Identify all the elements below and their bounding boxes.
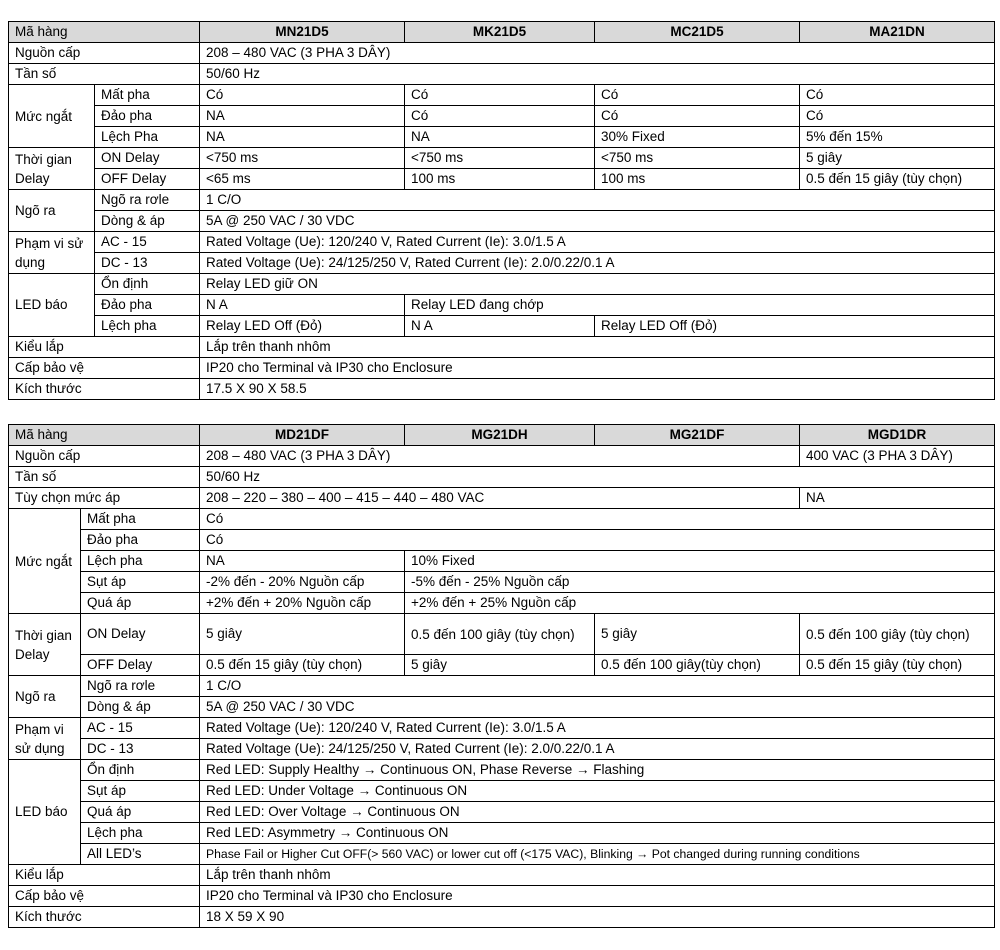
row-label: Kích thước: [9, 907, 200, 928]
table-row: [9, 43, 995, 64]
table-row: [9, 551, 995, 572]
table-row: [9, 64, 995, 85]
cell-value: NA: [200, 127, 405, 148]
sub-label: Ngõ ra rơle: [81, 676, 200, 697]
cell-value: 0.5 đến 100 giây (tùy chọn): [800, 614, 995, 655]
cell-value: NA: [405, 127, 595, 148]
sub-label: Dòng & áp: [81, 697, 200, 718]
cell-value: 400 VAC (3 PHA 3 DÂY): [800, 446, 995, 467]
model-name: MG21DF: [595, 425, 800, 446]
cell-value: 5 giây: [595, 614, 800, 655]
sub-label: Sụt áp: [81, 572, 200, 593]
table-row: [9, 739, 995, 760]
cell-value: 5 giây: [200, 614, 405, 655]
sub-label: Đảo pha: [81, 530, 200, 551]
table-row: [9, 488, 995, 509]
table-row: [9, 232, 995, 253]
cell-value: <65 ms: [200, 169, 405, 190]
table-row: [9, 865, 995, 886]
cell-value: Rated Voltage (Ue): 120/240 V, Rated Current (Ie): 3.0/1.5 A: [200, 232, 995, 253]
row-label: Nguồn cấp: [9, 43, 200, 64]
table-row: [9, 593, 995, 614]
cell-value: 50/60 Hz: [200, 64, 995, 85]
cell-value: 100 ms: [595, 169, 800, 190]
sub-label: ON Delay: [81, 614, 200, 655]
sub-label: AC - 15: [81, 718, 200, 739]
sub-label: Lệch pha: [81, 551, 200, 572]
cell-value: 5 giây: [405, 655, 595, 676]
table-header-row: [9, 425, 995, 446]
table-row: [9, 358, 995, 379]
cell-value: 17.5 X 90 X 58.5: [200, 379, 995, 400]
table-row: [9, 907, 995, 928]
row-label: Nguồn cấp: [9, 446, 200, 467]
cell-value: <750 ms: [595, 148, 800, 169]
cell-value: Relay LED Off (Đỏ): [595, 316, 995, 337]
row-label: Kiểu lắp: [9, 865, 200, 886]
group-label: Phạm vi sử dụng: [9, 232, 95, 274]
cell-value: 5% đến 15%: [800, 127, 995, 148]
model-name: MC21D5: [595, 22, 800, 43]
cell-value: Relay LED đang chớp: [405, 295, 995, 316]
cell-value: Có: [200, 530, 995, 551]
spec-table-2: [8, 424, 995, 928]
cell-value: -5% đến - 25% Nguồn cấp: [405, 572, 995, 593]
cell-value: +2% đến + 25% Nguồn cấp: [405, 593, 995, 614]
cell-value: Red LED: Over Voltage → Continuous ON: [200, 802, 995, 823]
table-row: [9, 823, 995, 844]
sub-label: Lệch Pha: [95, 127, 200, 148]
sub-label: Sụt áp: [81, 781, 200, 802]
cell-value: <750 ms: [405, 148, 595, 169]
cell-value: Red LED: Supply Healthy → Continuous ON, Phase Reverse → Flashing: [200, 760, 995, 781]
group-label: LED báo: [9, 274, 95, 337]
row-label: Kích thước: [9, 379, 200, 400]
table-row: [9, 148, 995, 169]
table-row: [9, 446, 995, 467]
sub-label: Quá áp: [81, 802, 200, 823]
table-row: [9, 169, 995, 190]
model-header-label: Mã hàng: [9, 22, 200, 43]
sub-label: DC - 13: [81, 739, 200, 760]
group-label: Thời gian Delay: [9, 148, 95, 190]
cell-value: Phase Fail or Higher Cut OFF(> 560 VAC) or lower cut off (<175 VAC), Blinking → Pot changed during running conditions: [200, 844, 995, 865]
model-name: MN21D5: [200, 22, 405, 43]
cell-value: Có: [200, 85, 405, 106]
cell-value: Relay LED Off (Đỏ): [200, 316, 405, 337]
cell-value: 18 X 59 X 90: [200, 907, 995, 928]
table-row: [9, 316, 995, 337]
row-label: Cấp bảo vệ: [9, 358, 200, 379]
cell-value: 0.5 đến 100 giây (tùy chọn): [405, 614, 595, 655]
table-row: [9, 655, 995, 676]
cell-value: NA: [800, 488, 995, 509]
sub-label: Mất pha: [95, 85, 200, 106]
sub-label: Mất pha: [81, 509, 200, 530]
model-name: MG21DH: [405, 425, 595, 446]
cell-value: 5 giây: [800, 148, 995, 169]
group-label: Mức ngắt: [9, 85, 95, 148]
sub-label: Đảo pha: [95, 106, 200, 127]
table-row: [9, 802, 995, 823]
cell-value: Lắp trên thanh nhôm: [200, 337, 995, 358]
cell-value: 0.5 đến 15 giây (tùy chọn): [800, 655, 995, 676]
cell-value: 10% Fixed: [405, 551, 995, 572]
spec-table-1: [8, 21, 995, 400]
table-row: [9, 614, 995, 655]
model-header-label: Mã hàng: [9, 425, 200, 446]
cell-value: Có: [595, 85, 800, 106]
table-row: [9, 760, 995, 781]
table-row: [9, 190, 995, 211]
cell-value: 100 ms: [405, 169, 595, 190]
cell-value: +2% đến + 20% Nguồn cấp: [200, 593, 405, 614]
cell-value: Có: [405, 106, 595, 127]
model-name: MK21D5: [405, 22, 595, 43]
table-header-row: [9, 22, 995, 43]
table-row: [9, 572, 995, 593]
table-row: [9, 253, 995, 274]
cell-value: 1 C/O: [200, 676, 995, 697]
sub-label: Quá áp: [81, 593, 200, 614]
table-row: [9, 106, 995, 127]
cell-value: Có: [800, 106, 995, 127]
cell-value: Có: [405, 85, 595, 106]
model-name: MD21DF: [200, 425, 405, 446]
table-row: [9, 844, 995, 865]
sub-label: All LED’s: [81, 844, 200, 865]
cell-value: 208 – 220 – 380 – 400 – 415 – 440 – 480 VAC: [200, 488, 800, 509]
cell-value: Rated Voltage (Ue): 24/125/250 V, Rated Current (Ie): 2.0/0.22/0.1 A: [200, 739, 995, 760]
table-row: [9, 697, 995, 718]
row-label: Cấp bảo vệ: [9, 886, 200, 907]
group-label: Phạm vi sử dụng: [9, 718, 81, 760]
sub-label: OFF Delay: [81, 655, 200, 676]
cell-value: 208 – 480 VAC (3 PHA 3 DÂY): [200, 43, 995, 64]
group-label: Ngõ ra: [9, 190, 95, 232]
cell-value: 0.5 đến 100 giây(tùy chọn): [595, 655, 800, 676]
cell-value: Có: [595, 106, 800, 127]
cell-value: N A: [405, 316, 595, 337]
table-row: [9, 274, 995, 295]
cell-value: NA: [200, 106, 405, 127]
group-label: LED báo: [9, 760, 81, 865]
group-label: Thời gian Delay: [9, 614, 81, 676]
cell-value: 5A @ 250 VAC / 30 VDC: [200, 211, 995, 232]
sub-label: Dòng & áp: [95, 211, 200, 232]
model-name: MA21DN: [800, 22, 995, 43]
row-label: Kiểu lắp: [9, 337, 200, 358]
cell-value: 208 – 480 VAC (3 PHA 3 DÂY): [200, 446, 800, 467]
sub-label: Lệch pha: [95, 316, 200, 337]
table-row: [9, 467, 995, 488]
table-row: [9, 379, 995, 400]
table-row: [9, 676, 995, 697]
table-row: [9, 530, 995, 551]
cell-value: NA: [200, 551, 405, 572]
sub-label: ON Delay: [95, 148, 200, 169]
table-row: [9, 295, 995, 316]
cell-value: -2% đến - 20% Nguồn cấp: [200, 572, 405, 593]
row-label: Tần số: [9, 467, 200, 488]
cell-value: <750 ms: [200, 148, 405, 169]
cell-value: N A: [200, 295, 405, 316]
cell-value: 0.5 đến 15 giây (tùy chọn): [800, 169, 995, 190]
sub-label: Đảo pha: [95, 295, 200, 316]
cell-value: 1 C/O: [200, 190, 995, 211]
cell-value: 5A @ 250 VAC / 30 VDC: [200, 697, 995, 718]
cell-value: IP20 cho Terminal và IP30 cho Enclosure: [200, 886, 995, 907]
sub-label: DC - 13: [95, 253, 200, 274]
group-label: Mức ngắt: [9, 509, 81, 614]
table-row: [9, 781, 995, 802]
sub-label: Ổn định: [81, 760, 200, 781]
cell-value: 30% Fixed: [595, 127, 800, 148]
cell-value: Red LED: Asymmetry → Continuous ON: [200, 823, 995, 844]
table-row: [9, 509, 995, 530]
cell-value: Có: [800, 85, 995, 106]
cell-value: IP20 cho Terminal và IP30 cho Enclosure: [200, 358, 995, 379]
table-row: [9, 211, 995, 232]
sub-label: Lệch pha: [81, 823, 200, 844]
table-row: [9, 337, 995, 358]
table-row: [9, 718, 995, 739]
table-row: [9, 127, 995, 148]
table-row: [9, 85, 995, 106]
cell-value: 0.5 đến 15 giây (tùy chọn): [200, 655, 405, 676]
cell-value: Rated Voltage (Ue): 24/125/250 V, Rated Current (Ie): 2.0/0.22/0.1 A: [200, 253, 995, 274]
row-label: Tần số: [9, 64, 200, 85]
cell-value: Red LED: Under Voltage → Continuous ON: [200, 781, 995, 802]
sub-label: OFF Delay: [95, 169, 200, 190]
cell-value: Lắp trên thanh nhôm: [200, 865, 995, 886]
row-label: Tùy chọn mức áp: [9, 488, 200, 509]
sub-label: AC - 15: [95, 232, 200, 253]
cell-value: 50/60 Hz: [200, 467, 995, 488]
model-name: MGD1DR: [800, 425, 995, 446]
sub-label: Ngõ ra rơle: [95, 190, 200, 211]
cell-value: Rated Voltage (Ue): 120/240 V, Rated Current (Ie): 3.0/1.5 A: [200, 718, 995, 739]
cell-value: Relay LED giữ ON: [200, 274, 995, 295]
group-label: Ngõ ra: [9, 676, 81, 718]
table-row: [9, 886, 995, 907]
cell-value: Có: [200, 509, 995, 530]
sub-label: Ổn định: [95, 274, 200, 295]
